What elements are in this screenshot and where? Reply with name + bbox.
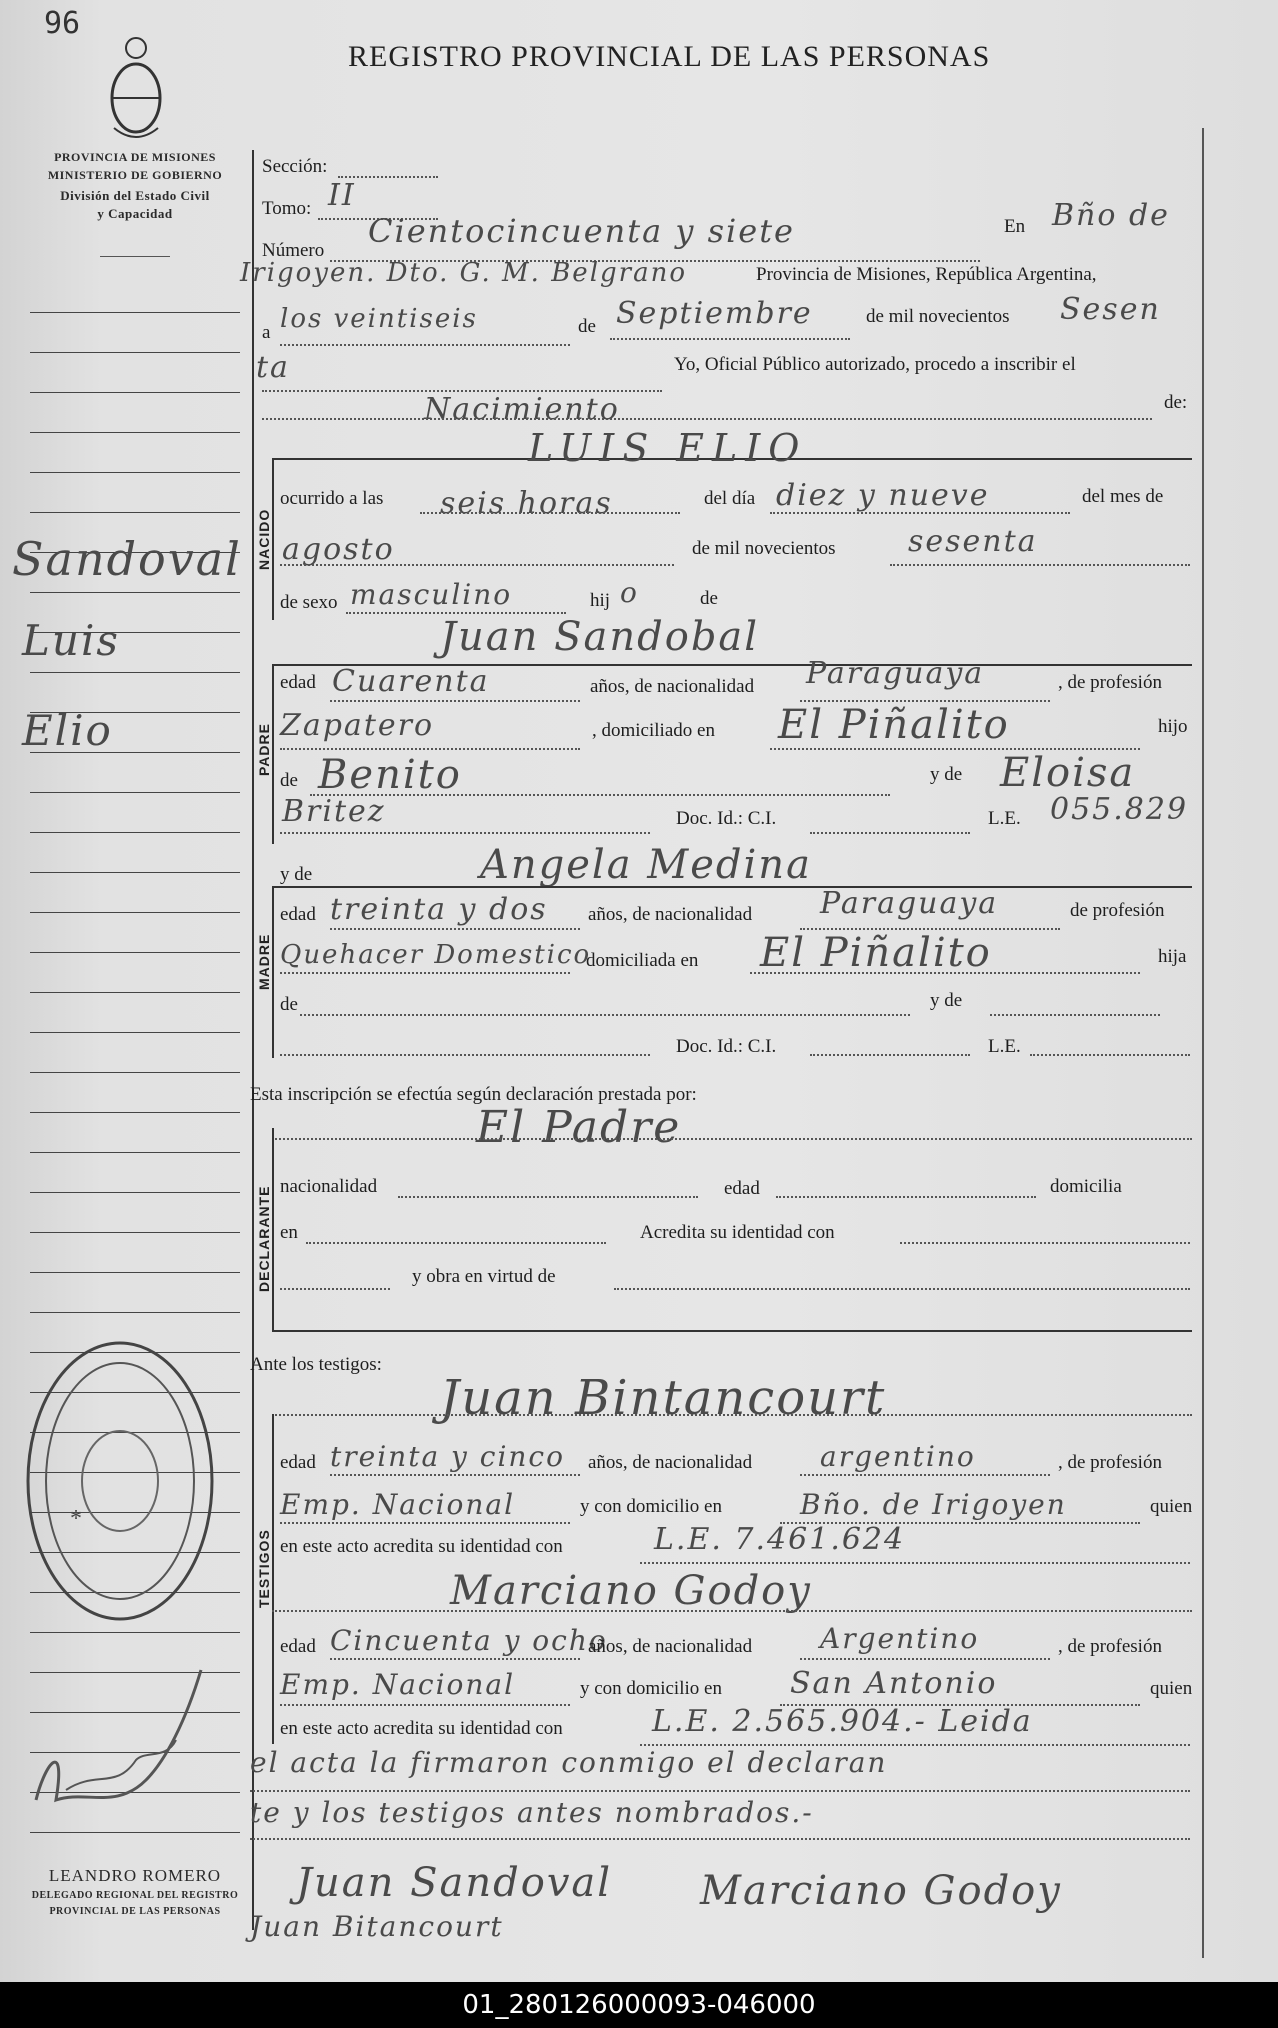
signature-testigo-2: Marciano Godoy bbox=[700, 1868, 1062, 1914]
dec-domicilia-label: domicilia bbox=[1050, 1176, 1122, 1197]
anio-nac-field bbox=[890, 564, 1190, 566]
hij-value: o bbox=[620, 576, 639, 609]
padre-y-de-label: y de bbox=[930, 764, 963, 785]
t2-profesion-label: , de profesión bbox=[1058, 1636, 1162, 1657]
t1-nac-value: argentino bbox=[820, 1440, 976, 1473]
testigos-label: Ante los testigos: bbox=[250, 1354, 382, 1375]
division-label: División del Estado Civil bbox=[60, 188, 210, 203]
t1-profesion-label: , de profesión bbox=[1058, 1452, 1162, 1473]
margin-first-name: Luis bbox=[22, 616, 120, 665]
padre-nombre-value: Juan Sandobal bbox=[440, 614, 760, 660]
testigo1-field bbox=[272, 1414, 1192, 1416]
t2-nac-value: Argentino bbox=[820, 1622, 980, 1655]
official-seal-icon bbox=[20, 1336, 220, 1626]
dec-acredita-label: Acredita su identidad con bbox=[640, 1222, 835, 1243]
t1-prof-field bbox=[280, 1522, 570, 1524]
dia-nac-value: diez y nueve bbox=[776, 478, 990, 513]
mes-nac-field bbox=[280, 564, 674, 566]
dia-nac-field bbox=[770, 512, 1070, 514]
padre-edad-label: edad bbox=[280, 672, 316, 693]
madre-hija-label: hija bbox=[1158, 946, 1187, 967]
madre-nombre-value: Angela Medina bbox=[480, 842, 812, 888]
dec-nac-label: nacionalidad bbox=[280, 1176, 378, 1197]
madre-nac-value: Paraguaya bbox=[820, 886, 999, 921]
dec-en-label: en bbox=[280, 1222, 298, 1243]
signature-testigo-1: Juan Bitancourt bbox=[250, 1910, 504, 1943]
madre-ci-field bbox=[810, 1054, 970, 1056]
closing-field-1 bbox=[250, 1790, 1190, 1792]
dec-acredita-field bbox=[900, 1242, 1190, 1244]
madre-edad-field bbox=[330, 928, 580, 930]
t2-anos-label: años, de nacionalidad bbox=[588, 1636, 753, 1657]
official-title-1: DELEGADO REGIONAL DEL REGISTRO bbox=[31, 1890, 239, 1901]
del-mes-label: del mes de bbox=[1082, 486, 1164, 507]
testigos-side-label: TESTIGOS bbox=[256, 1529, 272, 1608]
padre-hijo-label: hijo bbox=[1158, 716, 1188, 737]
inscripcion-label: Esta inscripción se efectúa según declaración prestada por: bbox=[250, 1084, 697, 1105]
padre-edad-field bbox=[330, 700, 580, 702]
t2-dom-value: San Antonio bbox=[790, 1666, 998, 1701]
padre-anos-label: años, de nacionalidad bbox=[590, 676, 755, 697]
declarante-value: El Padre bbox=[476, 1102, 682, 1153]
official-title-2: PROVINCIAL DE LAS PERSONAS bbox=[49, 1906, 221, 1917]
madre-y-de-label-2: y de bbox=[930, 990, 963, 1011]
hora-field bbox=[420, 512, 680, 514]
padre-padre-field bbox=[310, 794, 890, 796]
dec-obra-label: y obra en virtud de bbox=[412, 1266, 556, 1287]
official-name: LEANDRO ROMERO bbox=[48, 1866, 222, 1885]
closing-line-2: te y los testigos antes nombrados.- bbox=[250, 1796, 814, 1829]
anio-value-2: ta bbox=[256, 350, 290, 385]
margin-second-name: Elio bbox=[22, 706, 113, 755]
closing-line-1: el acta la firmaron conmigo el declaran bbox=[250, 1746, 888, 1779]
padre-side-label: PADRE bbox=[256, 723, 272, 776]
padre-profesion-label: , de profesión bbox=[1058, 672, 1162, 693]
numero-value: Cientocincuenta y siete bbox=[368, 212, 795, 250]
madre-le-label: L.E. bbox=[988, 1036, 1021, 1057]
padre-prof-field bbox=[280, 748, 580, 750]
t2-doc-value: L.E. 2.565.904.- Leida bbox=[652, 1704, 1033, 1739]
t2-acto-label: en este acto acredita su identidad con bbox=[280, 1718, 563, 1739]
t1-edad-field bbox=[330, 1474, 580, 1476]
padre-de-label: de bbox=[280, 770, 298, 791]
seccion-label: Sección: bbox=[262, 156, 328, 177]
padre-le-value: 055.829 bbox=[1050, 792, 1189, 827]
ministry-label: MINISTERIO DE GOBIERNO bbox=[47, 168, 223, 182]
t1-domicilio-label: y con domicilio en bbox=[580, 1496, 722, 1517]
padre-edad-value: Cuarenta bbox=[332, 664, 490, 699]
padre-madre-value-2: Britez bbox=[282, 794, 386, 829]
padre-dom-value: El Piñalito bbox=[778, 702, 1010, 748]
official-signature-icon bbox=[26, 1640, 216, 1830]
padre-ci-field bbox=[810, 832, 970, 834]
t1-prof-value: Emp. Nacional bbox=[280, 1488, 516, 1521]
t2-prof-value: Emp. Nacional bbox=[280, 1668, 516, 1701]
madre-padre-field bbox=[300, 1014, 910, 1016]
madre-prof-field bbox=[280, 972, 570, 974]
mes-value: Septiembre bbox=[616, 296, 813, 331]
madre-edad-label: edad bbox=[280, 904, 316, 925]
provincia-label: Provincia de Misiones, República Argentina, bbox=[756, 264, 1097, 285]
mes-field bbox=[610, 338, 850, 340]
madre-profesion-label: de profesión bbox=[1070, 900, 1165, 921]
madre-y-de-label: y de bbox=[280, 864, 313, 885]
tomo-label: Tomo: bbox=[262, 198, 312, 219]
padre-madre-field bbox=[280, 832, 650, 834]
t1-doc-field bbox=[640, 1562, 1190, 1564]
padre-madre-value: Eloisa bbox=[1000, 750, 1136, 796]
padre-doc-label: Doc. Id.: C.I. bbox=[676, 808, 777, 829]
dec-nac-field bbox=[398, 1196, 698, 1198]
t2-edad-value: Cincuenta y ocho bbox=[330, 1624, 608, 1657]
declarante-field bbox=[272, 1138, 1192, 1140]
t1-acto-label: en este acto acredita su identidad con bbox=[280, 1536, 563, 1557]
padre-prof-value: Zapatero bbox=[280, 708, 435, 743]
de-colon-label: de: bbox=[1164, 392, 1188, 413]
t1-dom-value: Bño. de Irigoyen bbox=[800, 1488, 1067, 1521]
anio-nac-value: sesenta bbox=[908, 524, 1038, 559]
dia-value: los veintiseis bbox=[280, 304, 478, 334]
en-label: En bbox=[1004, 216, 1026, 237]
dec-obra-pre-field bbox=[280, 1288, 390, 1290]
numero-label: Número bbox=[262, 240, 325, 261]
madre-madre-field-2 bbox=[280, 1054, 650, 1056]
margin-surname: Sandoval bbox=[12, 532, 242, 586]
madre-side-label: MADRE bbox=[256, 933, 272, 990]
dec-obra-field bbox=[614, 1288, 1190, 1290]
dec-en-field bbox=[306, 1242, 606, 1244]
en-place-value-1: Bño de bbox=[1052, 198, 1170, 233]
nombre-value: LUIS ELIO bbox=[528, 426, 808, 470]
acto-field bbox=[262, 418, 1152, 420]
province-label: PROVINCIA DE MISIONES bbox=[54, 150, 216, 164]
footer-filename: 01_280126000093-046000 bbox=[0, 1982, 1278, 2028]
padre-le-label: L.E. bbox=[988, 808, 1021, 829]
madre-prof-value: Quehacer Domestico bbox=[280, 940, 592, 970]
t2-edad-field bbox=[330, 1658, 580, 1660]
dec-edad-field bbox=[776, 1196, 1036, 1198]
t1-doc-value: L.E. 7.461.624 bbox=[654, 1522, 906, 1557]
mes-nac-value: agosto bbox=[282, 532, 395, 567]
a-label: a bbox=[262, 322, 271, 343]
capacity-label: y Capacidad bbox=[97, 206, 173, 221]
page-title: REGISTRO PROVINCIAL DE LAS PERSONAS bbox=[348, 40, 991, 73]
t2-quien-label: quien bbox=[1150, 1678, 1193, 1699]
madre-le-field bbox=[1030, 1054, 1190, 1056]
ocurrido-label: ocurrido a las bbox=[280, 488, 384, 509]
testigo2-nombre-value: Marciano Godoy bbox=[450, 1568, 812, 1614]
testigo1-nombre-value: Juan Bintancourt bbox=[440, 1370, 887, 1426]
t2-domicilio-label: y con domicilio en bbox=[580, 1678, 722, 1699]
padre-domicilio-label: , domiciliado en bbox=[592, 720, 715, 741]
padre-nac-value: Paraguaya bbox=[806, 656, 985, 691]
svg-text:*: * bbox=[70, 1506, 82, 1532]
hora-value: seis horas bbox=[440, 486, 613, 521]
declarante-side-label: DECLARANTE bbox=[256, 1185, 272, 1292]
de-mil-nac-label: de mil novecientos bbox=[692, 538, 836, 559]
t1-edad-label: edad bbox=[280, 1452, 316, 1473]
t1-quien-label: quien bbox=[1150, 1496, 1193, 1517]
sexo-value: masculino bbox=[350, 578, 513, 611]
folio-number: 96 bbox=[44, 6, 81, 41]
madre-de-label: de bbox=[280, 994, 298, 1015]
madre-doc-label: Doc. Id.: C.I. bbox=[676, 1036, 777, 1057]
padre-padre-value: Benito bbox=[318, 752, 462, 798]
dec-edad-label: edad bbox=[724, 1178, 760, 1199]
de-label: de bbox=[578, 316, 596, 337]
t1-nac-field bbox=[800, 1474, 1050, 1476]
t1-anos-label: años, de nacionalidad bbox=[588, 1452, 753, 1473]
del-dia-label: del día bbox=[704, 488, 756, 509]
t2-prof-field bbox=[280, 1704, 570, 1706]
coat-of-arms-icon bbox=[100, 28, 172, 148]
madre-anos-label: años, de nacionalidad bbox=[588, 904, 753, 925]
en-place-value-2: Irigoyen. Dto. G. M. Belgrano bbox=[240, 258, 687, 288]
tomo-value: II bbox=[328, 178, 356, 213]
nacido-side-label: NACIDO bbox=[256, 508, 272, 570]
madre-dom-value: El Piñalito bbox=[760, 930, 992, 976]
signature-declarante: Juan Sandoval bbox=[296, 1860, 613, 1906]
de-mil-label: de mil novecientos bbox=[866, 306, 1010, 327]
t2-edad-label: edad bbox=[280, 1636, 316, 1657]
t2-nac-field bbox=[800, 1658, 1050, 1660]
madre-edad-value: treinta y dos bbox=[330, 892, 548, 927]
hij-label: hij bbox=[590, 590, 611, 611]
madre-dom-field bbox=[750, 972, 1140, 974]
testigo2-field bbox=[272, 1610, 1192, 1612]
anio-value-1: Sesen bbox=[1060, 292, 1161, 327]
madre-madre-field bbox=[990, 1014, 1160, 1016]
t1-edad-value: treinta y cinco bbox=[330, 1440, 565, 1473]
closing-field-2 bbox=[250, 1838, 1190, 1840]
acto-value: Nacimiento bbox=[424, 392, 620, 427]
madre-domicilio-label: domiciliada en bbox=[586, 950, 699, 971]
yo-oficial-label: Yo, Oficial Público autorizado, procedo a inscribir el bbox=[674, 354, 1076, 375]
sexo-label: de sexo bbox=[280, 592, 338, 613]
dia-field bbox=[280, 344, 570, 346]
de-hij-label: de bbox=[700, 588, 718, 609]
